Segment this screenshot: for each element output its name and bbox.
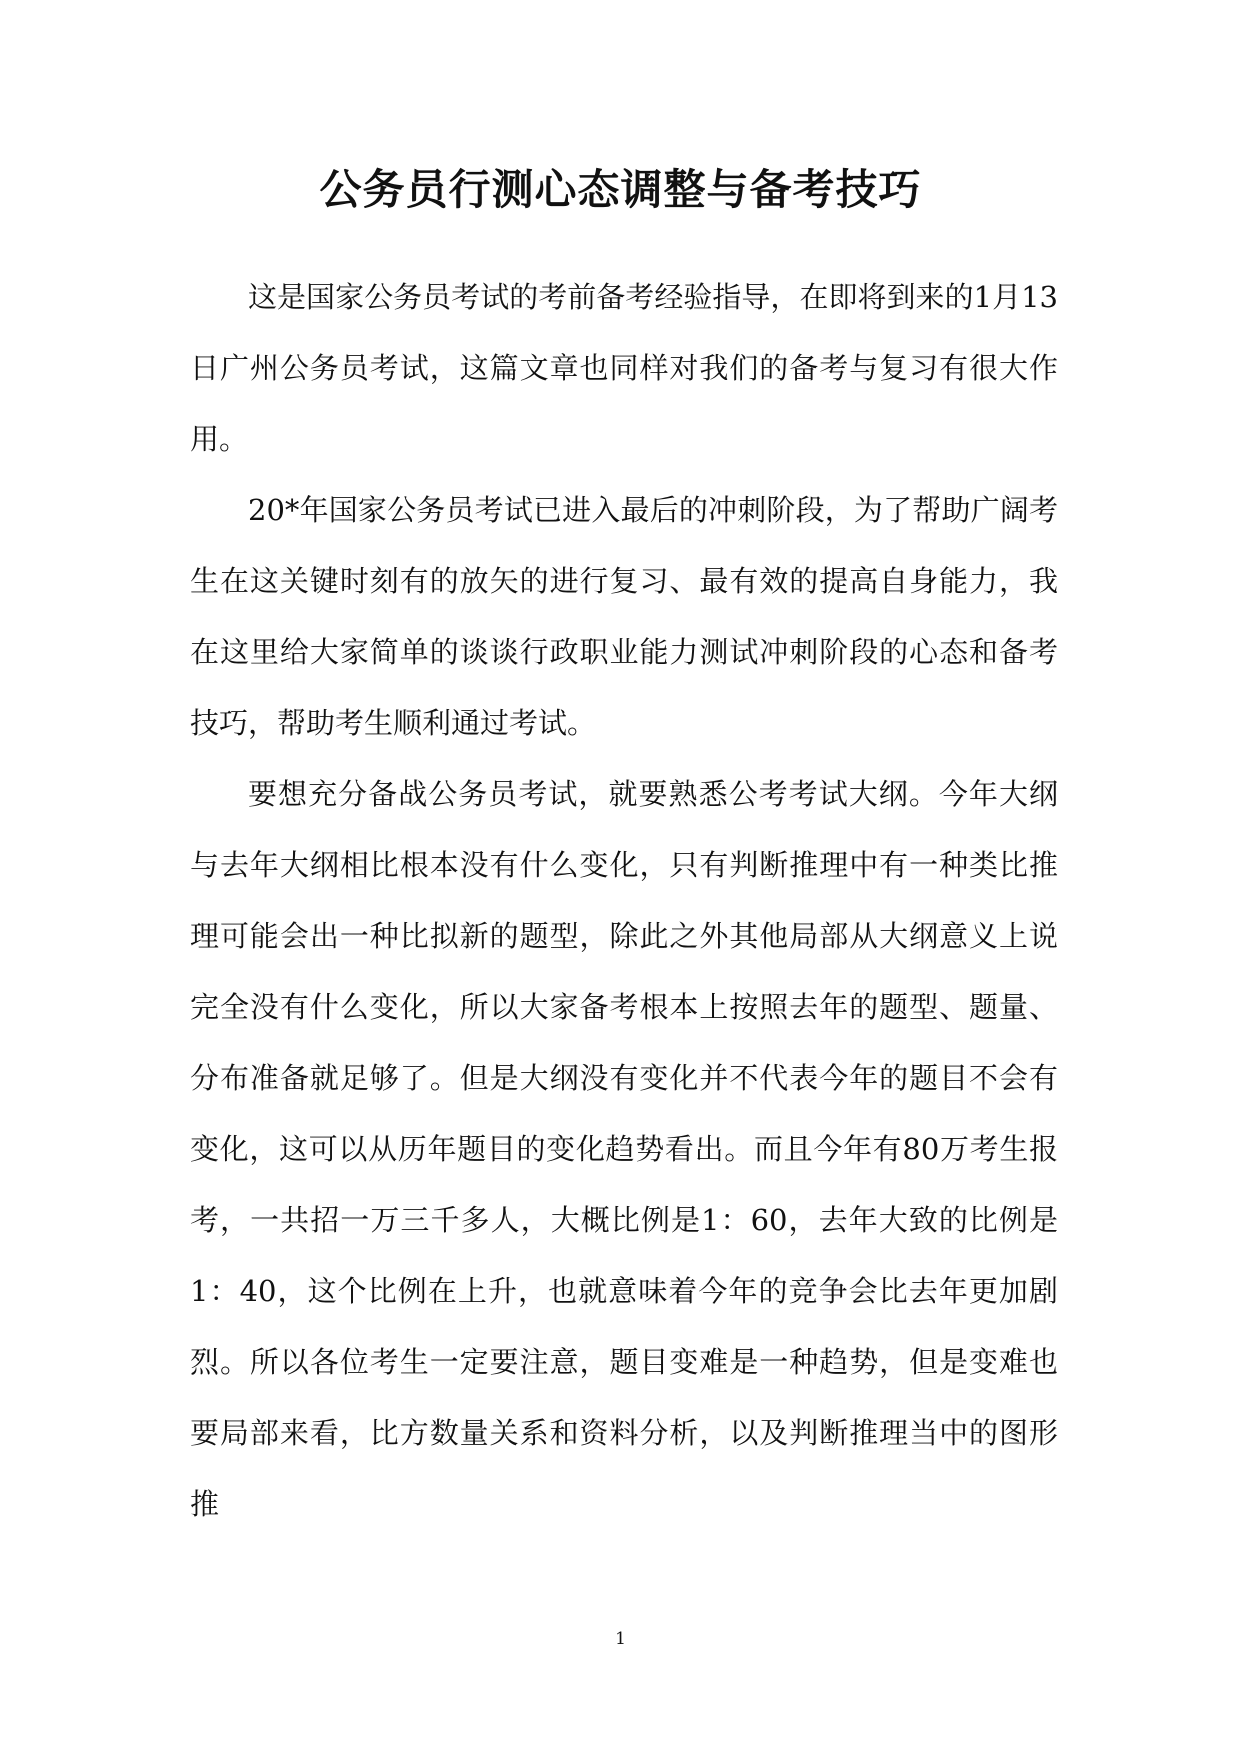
paragraph-intro: 这是国家公务员考试的考前备考经验指导，在即将到来的1月13日广州公务员考试，这篇文章也同样对我们的备考与复习有很大作用。 — [190, 280, 1058, 456]
paragraph-purpose: 20*年国家公务员考试已进入最后的冲刺阶段，为了帮助广阔考生在这关键时刻有的放矢的进行复习、最有效的提高自身能力，我在这里给大家简单的谈谈行政职业能力测试冲刺阶段的心态和备考技巧，帮助考生顺利通过考试。 — [190, 493, 1058, 740]
paragraph-syllabus: 要想充分备战公务员考试，就要熟悉公考考试大纲。今年大纲与去年大纲相比根本没有什么变化，只有判断推理中有一种类比推理可能会出一种比拟新的题型，除此之外其他局部从大纲意义上说完全没有什么变化，所以大家备考根本上按照去年的题型、题量、分布准备就足够了。但是大纲没有变化并不代表今年的题目不会有变化，这可以从历年题目的变化趋势看出。而且今年有80万考生报考，一共招一万三千多人，大概比例是1：60，去年大致的比例是1：40，这个比例在上升，也就意味着今年的竞争会比去年更加剧烈。所以各位考生一定要注意，题目变难是一种趋势，但是变难也要局部来看，比方数量关系和资料分析，以及判断推理当中的图形推 — [190, 777, 1058, 1521]
document-title: 公务员行测心态调整与备考技巧 — [319, 165, 922, 214]
document-body — [190, 262, 1058, 1540]
page-number: 1 — [615, 1629, 626, 1649]
